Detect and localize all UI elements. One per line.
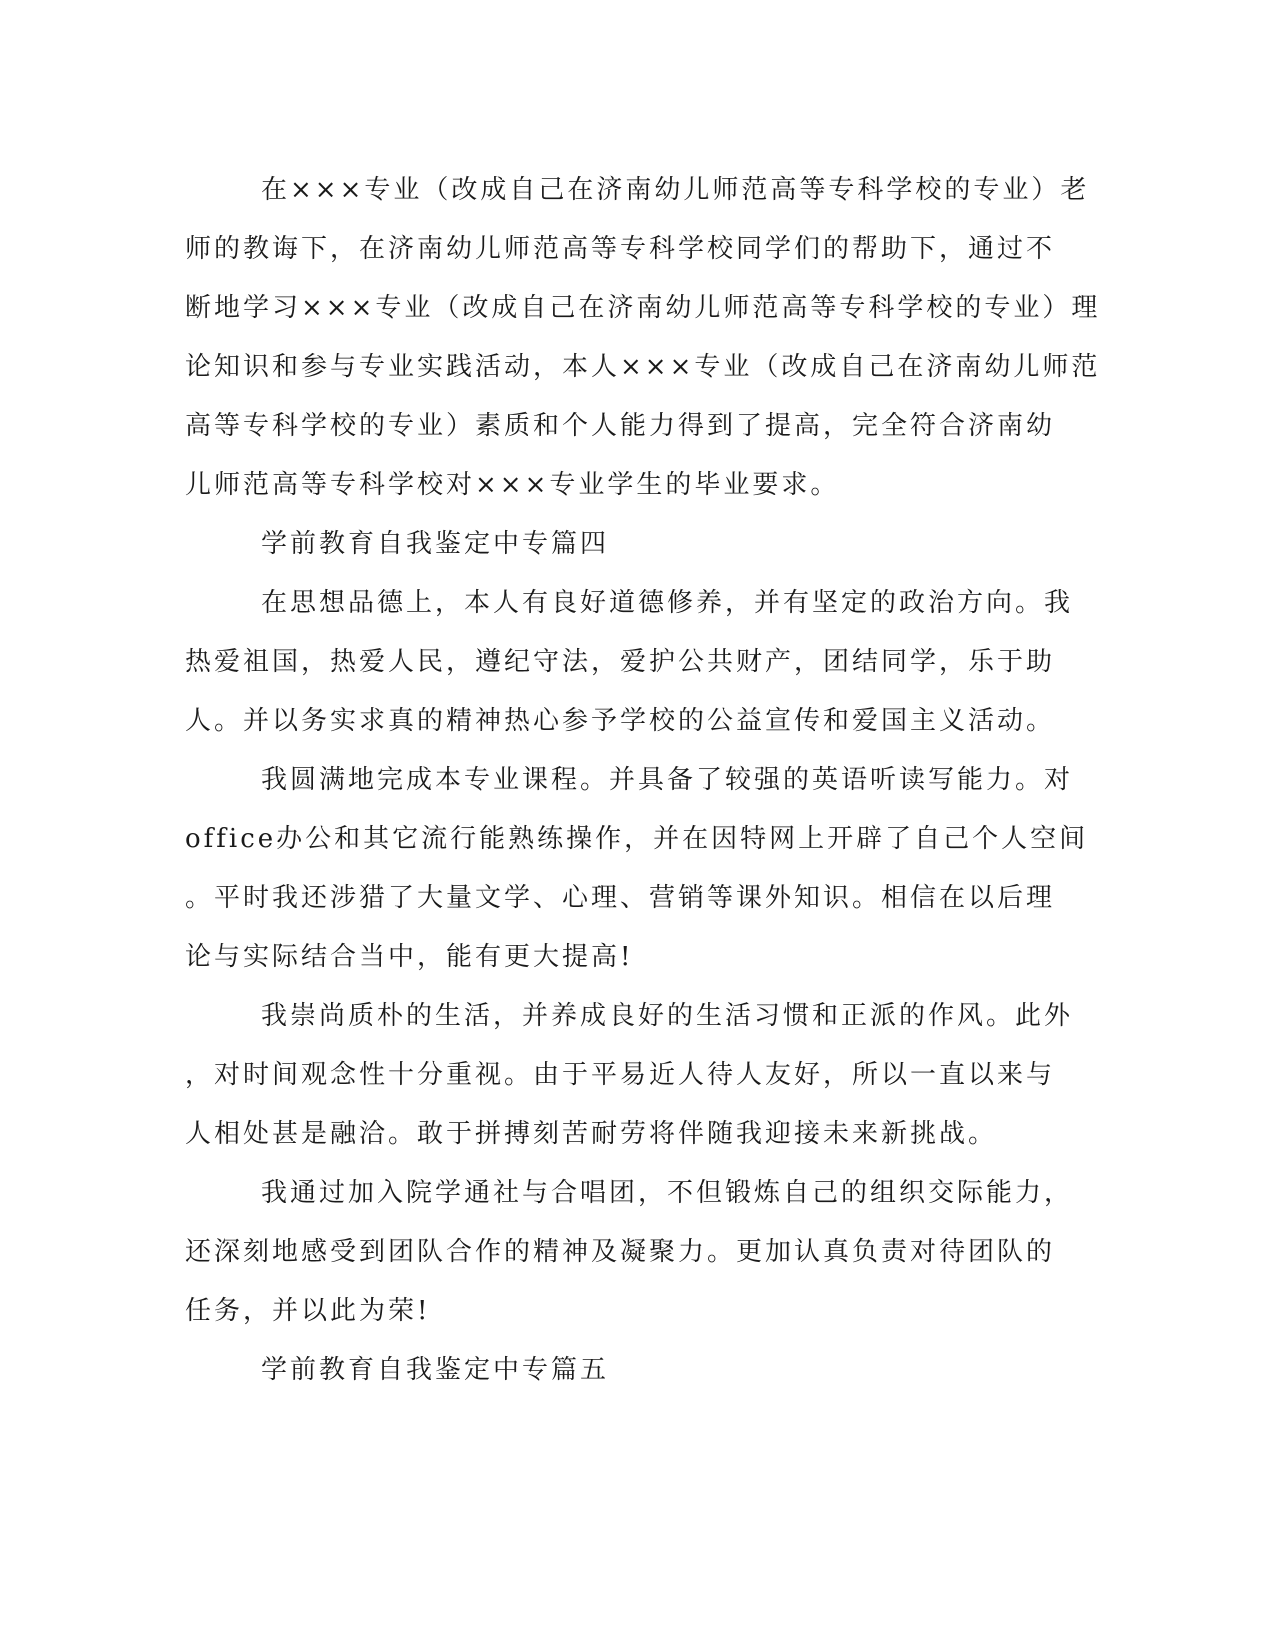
text-line: 论知识和参与专业实践活动，本人×××专业（改成自己在济南幼儿师范 (185, 352, 1101, 382)
text-line: 还深刻地感受到团队合作的精神及凝聚力。更加认真负责对待团队的 (185, 1237, 1056, 1267)
text-line: 人相处甚是融洽。敢于拼搏刻苦耐劳将伴随我迎接未来新挑战。 (185, 1119, 998, 1149)
text-line: 我崇尚质朴的生活，并养成良好的生活习惯和正派的作风。此外 (261, 1001, 1074, 1031)
text-line: 高等专科学校的专业）素质和个人能力得到了提高，完全符合济南幼 (185, 411, 1056, 441)
text-line: office办公和其它流行能熟练操作，并在因特网上开辟了自己个人空间 (185, 824, 1089, 854)
text-line: 人。并以务实求真的精神热心参予学校的公益宣传和爱国主义活动。 (185, 706, 1056, 736)
document-body (185, 161, 1101, 1400)
text-line: 在×××专业（改成自己在济南幼儿师范高等专科学校的专业）老 (261, 175, 1090, 205)
paragraph-major-requirements (185, 161, 1101, 515)
text-line: 。平时我还涉猎了大量文学、心理、营销等课外知识。相信在以后理 (185, 883, 1056, 913)
text-line: ，对时间观念性十分重视。由于平易近人待人友好，所以一直以来与 (185, 1060, 1056, 1090)
text-line: 师的教诲下，在济南幼儿师范高等专科学校同学们的帮助下，通过不 (185, 234, 1056, 264)
paragraph-studies (185, 751, 1089, 987)
text-line: 任务，并以此为荣! (185, 1296, 431, 1326)
section-heading-part-four: 学前教育自我鉴定中专篇四 (261, 529, 610, 559)
section-heading-part-five: 学前教育自我鉴定中专篇五 (261, 1355, 610, 1385)
text-line: 我通过加入院学通社与合唱团，不但锻炼自己的组织交际能力， (261, 1178, 1074, 1208)
text-line: 断地学习×××专业（改成自己在济南幼儿师范高等专科学校的专业）理 (185, 293, 1101, 323)
text-line: 儿师范高等专科学校对×××专业学生的毕业要求。 (185, 470, 840, 500)
text-line: 我圆满地完成本专业课程。并具备了较强的英语听读写能力。对 (261, 765, 1074, 795)
paragraph-lifestyle (185, 987, 1074, 1164)
text-line: 在思想品德上，本人有良好道德修养，并有坚定的政治方向。我 (261, 588, 1074, 618)
text-line: 热爱祖国，热爱人民，遵纪守法，爱护公共财产，团结同学，乐于助 (185, 647, 1056, 677)
paragraph-moral-character (185, 574, 1074, 751)
text-line: 论与实际结合当中，能有更大提高! (185, 942, 634, 972)
paragraph-teamwork (185, 1164, 1074, 1341)
